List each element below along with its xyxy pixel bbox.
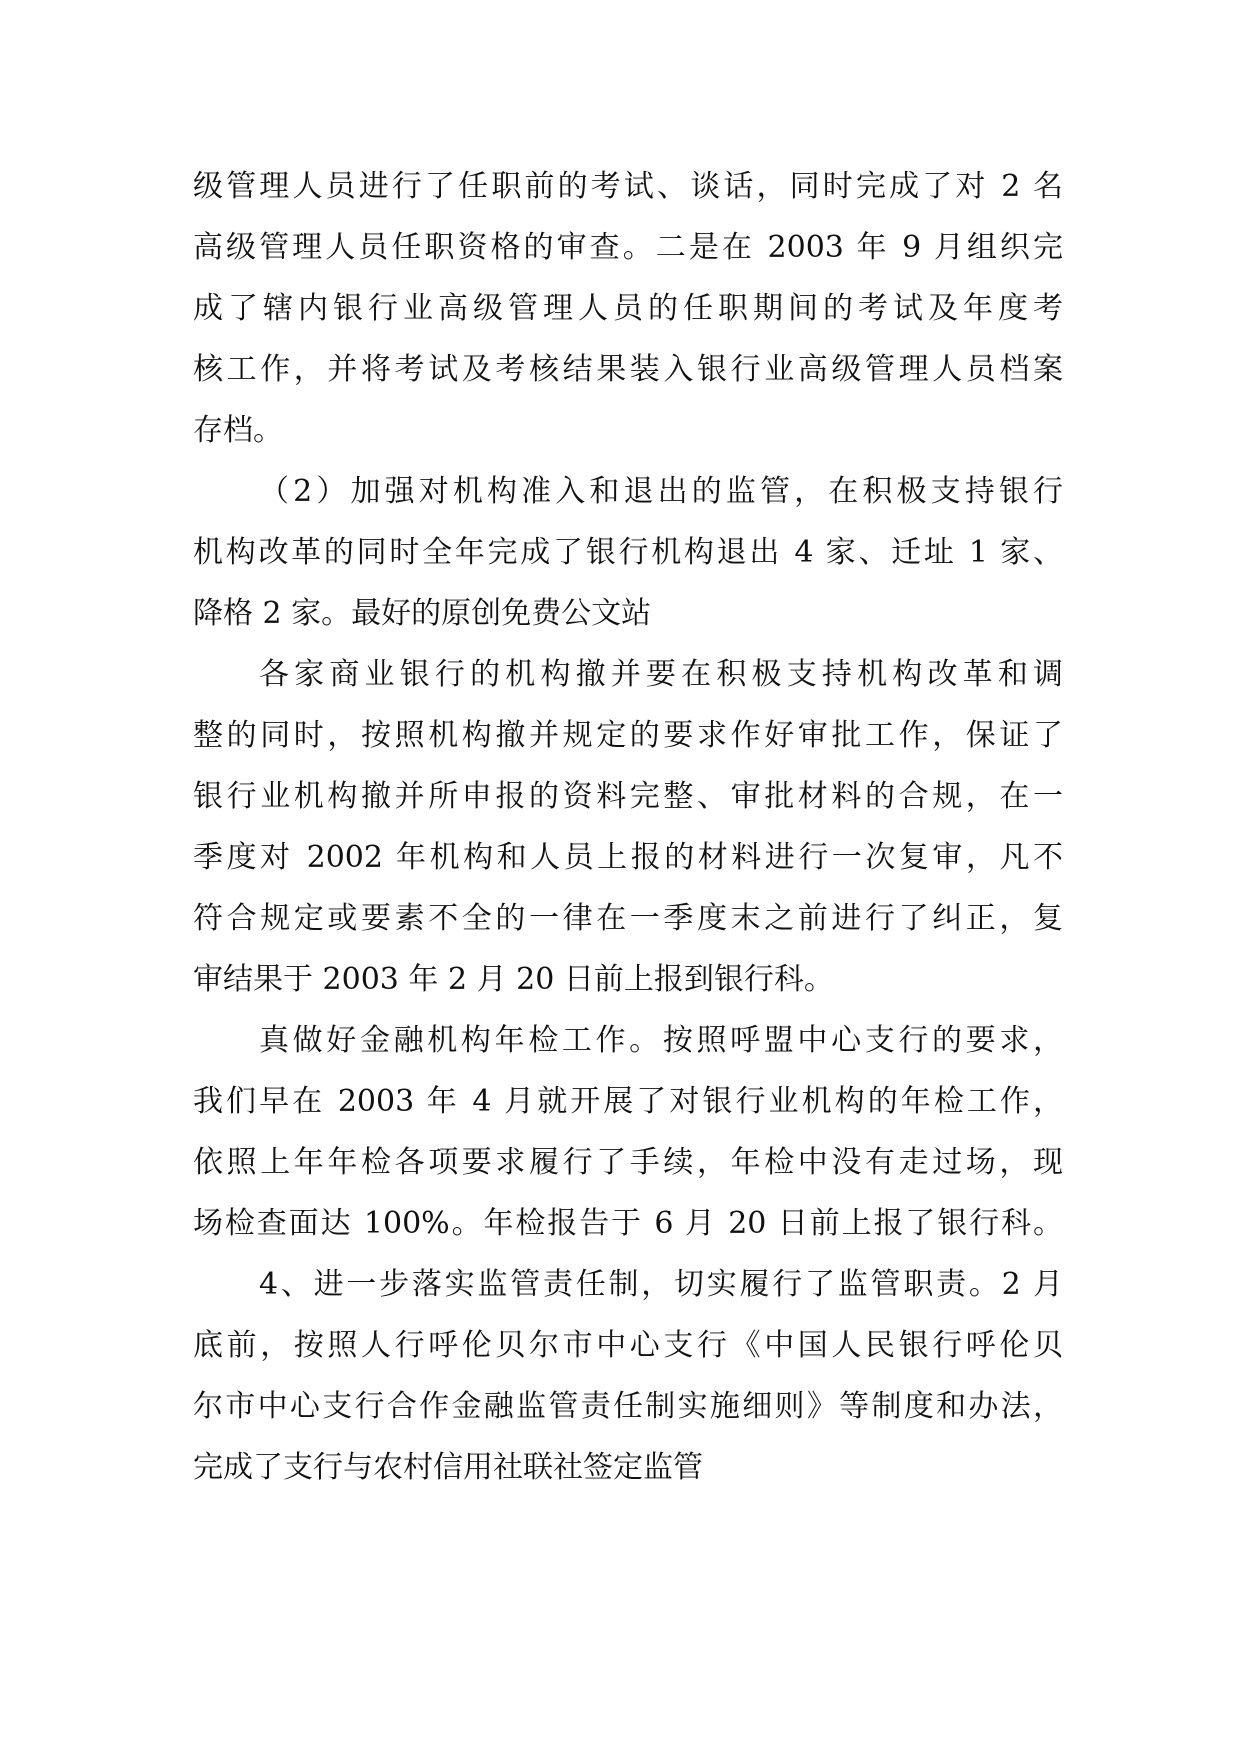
paragraph-first-line: 真做好金融机构年检工作。按照呼盟中心支行的要求， (259, 1023, 1063, 1058)
text-line: 符合规定或要素不全的一律在一季度末之前进行了纠正，复 (193, 901, 1063, 936)
paragraph-first-line: 各家商业银行的机构撤并要在积极支持机构改革和调 (259, 657, 1063, 692)
text-line: 存档。 (193, 413, 283, 448)
text-line: 降格 2 家。最好的原创免费公文站 (193, 596, 652, 631)
text-line: 我们早在 2003 年 4 月就开展了对银行业机构的年检工作， (193, 1084, 1063, 1119)
paragraph-first-line: 4、进一步落实监管责任制，切实履行了监管职责。2 月 (259, 1267, 1063, 1302)
paragraph-first-line: （2）加强对机构准入和退出的监管，在积极支持银行 (259, 474, 1063, 509)
text-line: 场检查面达 100%。年检报告于 6 月 20 日前上报了银行科。 (193, 1206, 1063, 1241)
text-line: 季度对 2002 年机构和人员上报的材料进行一次复审，凡不 (193, 840, 1063, 875)
text-line: 银行业机构撤并所申报的资料完整、审批材料的合规，在一 (193, 779, 1063, 814)
text-line: 完成了支行与农村信用社联社签定监管 (193, 1450, 703, 1485)
text-line: 整的同时，按照机构撤并规定的要求作好审批工作，保证了 (193, 718, 1063, 753)
text-line: 尔市中心支行合作金融监管责任制实施细则》等制度和办法， (193, 1389, 1063, 1424)
text-line: 依照上年年检各项要求履行了手续，年检中没有走过场，现 (193, 1145, 1063, 1180)
text-line: 成了辖内银行业高级管理人员的任职期间的考试及年度考 (193, 291, 1063, 326)
text-line: 核工作，并将考试及考核结果装入银行业高级管理人员档案 (193, 352, 1063, 387)
text-line: 底前，按照人行呼伦贝尔市中心支行《中国人民银行呼伦贝 (193, 1328, 1063, 1363)
document-body (193, 156, 1063, 1498)
text-line: 级管理人员进行了任职前的考试、谈话，同时完成了对 2 名 (193, 169, 1063, 204)
text-line: 审结果于 2003 年 2 月 20 日前上报到银行科。 (193, 962, 834, 997)
text-line: 机构改革的同时全年完成了银行机构退出 4 家、迁址 1 家、 (193, 535, 1063, 570)
text-line: 高级管理人员任职资格的审查。二是在 2003 年 9 月组织完 (193, 230, 1063, 265)
